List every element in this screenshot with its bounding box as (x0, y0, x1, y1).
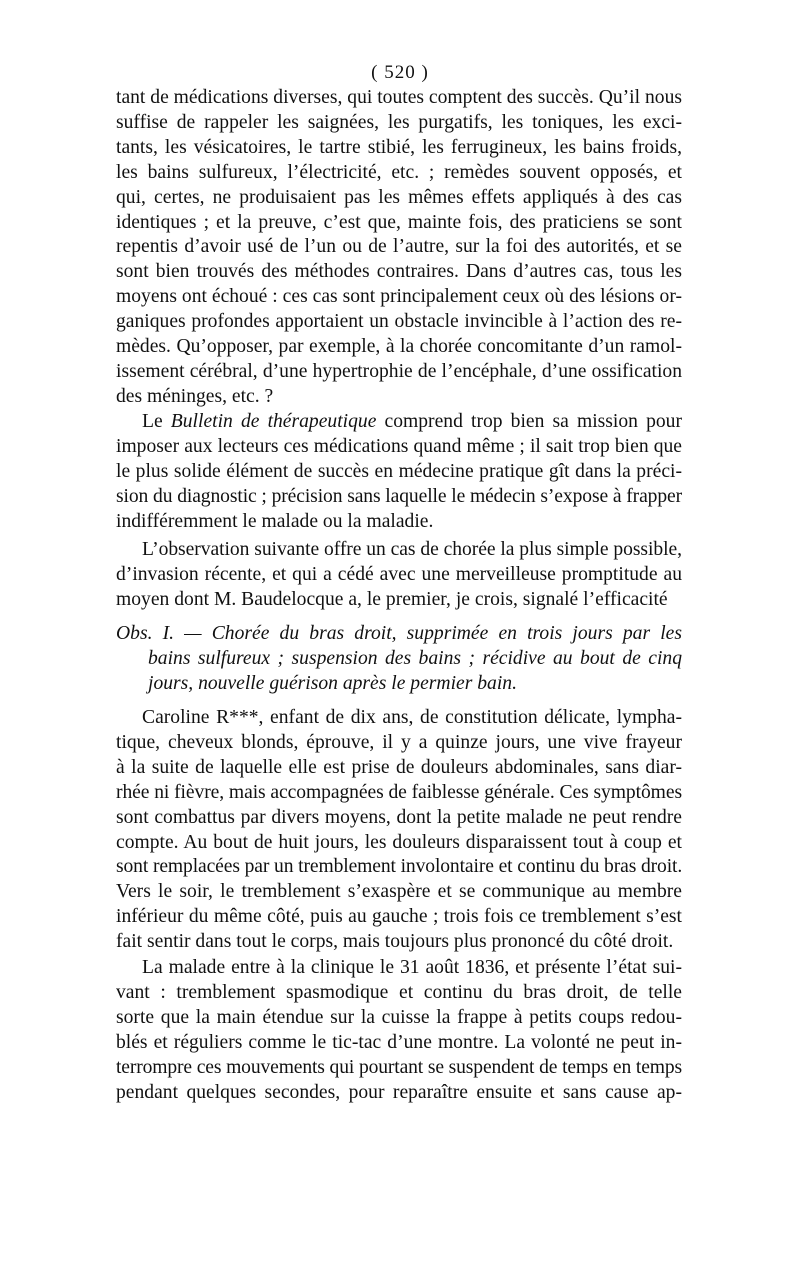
text-fragment: Chorée du bras droit, supprimée en trois jours par les (211, 623, 682, 644)
text-line: Vers le soir, le tremblement s’exaspère et se communique au membre (116, 881, 682, 903)
text-line (116, 622, 682, 647)
text-line: compte. Au bout de huit jours, les douleurs disparaissent tout à coup et (116, 831, 682, 853)
text-line: identiques ; et la preuve, c’est que, mainte fois, des praticiens se sont (116, 211, 682, 233)
text-line: vant : tremblement spasmodique et continu du bras droit, de telle (116, 981, 682, 1003)
text-line: sion du diagnostic ; précision sans laquelle le médecin s’expose à frapper (116, 485, 683, 507)
text-line: moyen dont M. Baudelocque a, le premier, je crois, signalé l’efficacité (116, 588, 668, 610)
text-line: jours, nouvelle guérison après le permier bain. (148, 672, 517, 694)
text-line: issement cérébral, d’une hypertrophie de l’encéphale, d’une ossification (116, 360, 682, 382)
text-line: le plus solide élément de succès en médecine pratique gît dans la préci- (116, 460, 682, 482)
text-line: ganiques profondes apportaient un obstacle invincible à l’action des re- (116, 311, 682, 333)
text-line: tants, les vésicatoires, le tartre stibié, les ferrugineux, les bains froids, (116, 136, 682, 158)
text-line: bains sulfureux ; suspension des bains ; récidive au bout de cinq (148, 647, 682, 669)
paragraph-medications (116, 86, 682, 410)
observation-heading (116, 622, 682, 697)
text-line: blés et réguliers comme le tic-tac d’une montre. La volonté ne peut in- (116, 1031, 682, 1053)
text-line: moyens ont échoué : ces cas sont principalement ceux où des lésions or- (116, 286, 682, 308)
text-line: d’invasion récente, et qui a cédé avec une merveilleuse promptitude au (116, 563, 682, 585)
paragraph-bulletin (116, 410, 682, 535)
text-line: tique, cheveux blonds, éprouve, il y a quinze jours, une vive frayeur (116, 731, 682, 753)
text-line: pendant quelques secondes, pour reparaître ensuite et sans cause ap- (116, 1081, 682, 1103)
text-line: suffise de rappeler les saignées, les purgatifs, les toniques, les exci- (116, 111, 682, 133)
text-line: sont remplacées par un tremblement involontaire et continu du bras droit. (116, 856, 683, 878)
text-line: les bains sulfureux, l’électricité, etc. ; remèdes souvent opposés, et (116, 161, 682, 183)
text-line: sont bien trouvés des méthodes contraires. Dans d’autres cas, tous les (116, 261, 682, 283)
observation-label: Obs. I. — (116, 623, 202, 644)
text-fragment: Le (142, 411, 171, 432)
text-line: mèdes. Qu’opposer, par exemple, à la chorée concomitante d’un ramol- (116, 336, 682, 358)
text-line: L’observation suivante offre un cas de chorée la plus simple possible, (142, 539, 682, 560)
text-fragment: comprend trop bien sa mission pour (376, 411, 682, 432)
text-line: tant de médications diverses, qui toutes comptent des succès. Qu’il nous (116, 87, 682, 108)
text-line: rhée ni fièvre, mais accompagnées de faiblesse générale. Ces symptômes (116, 781, 682, 803)
paragraph-case-history (116, 706, 682, 955)
page-number: ( 520 ) (371, 62, 429, 83)
text-line: sont combattus par divers moyens, dont la petite malade ne peut rendre (116, 806, 682, 828)
text-line: Caroline R***, enfant de dix ans, de constitution délicate, lympha- (142, 707, 682, 728)
text-line: indifféremment le malade ou la maladie. (116, 510, 434, 532)
text-line: sorte que la main étendue sur la cuisse la frappe à petits coups redou- (116, 1006, 682, 1028)
text-line: repentis d’avoir usé de l’un ou de l’autre, sur la foi des autorités, et se (116, 236, 682, 258)
paragraph-observation-intro (116, 538, 682, 613)
text-line: des méninges, etc. ? (116, 385, 274, 407)
text-line: qui, certes, ne produisaient pas les mêmes effets appliqués à des cas (116, 186, 682, 208)
journal-title: Bulletin de thérapeutique (170, 411, 377, 432)
text-line: imposer aux lecteurs ces médications quand même ; il sait trop bien que (116, 435, 682, 457)
text-line: inférieur du même côté, puis au gauche ; trois fois ce tremblement s’est (116, 906, 682, 928)
text-line: La malade entre à la clinique le 31 août 1836, et présente l’état sui- (142, 957, 682, 978)
text-line: fait sentir dans tout le corps, mais toujours plus prononcé du côté droit. (116, 931, 674, 953)
text-line: à la suite de laquelle elle est prise de douleurs abdominales, sans diar- (116, 756, 682, 778)
text-line (116, 410, 682, 435)
text-line: terrompre ces mouvements qui pourtant se suspendent de temps en temps (116, 1056, 682, 1078)
paragraph-clinical-state (116, 956, 682, 1105)
